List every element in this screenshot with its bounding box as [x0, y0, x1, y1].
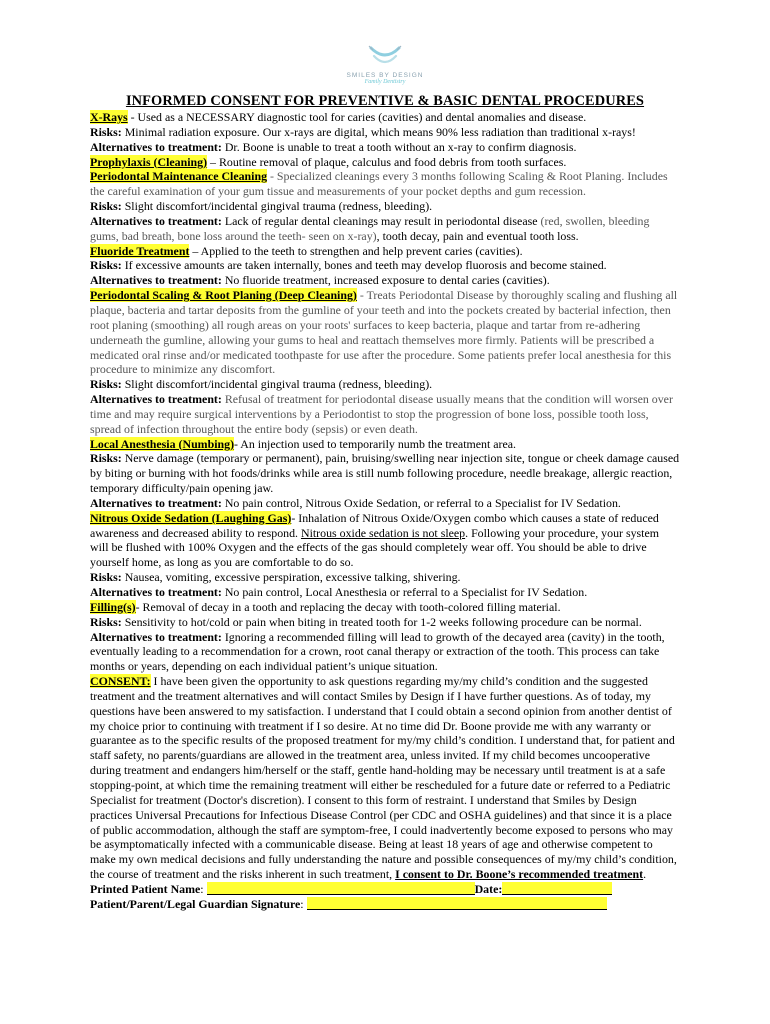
risks-label: Risks: — [90, 199, 122, 214]
fillings-section — [90, 600, 680, 615]
consent-heading: CONSENT: — [90, 674, 151, 689]
perio-maint-risks — [90, 199, 680, 214]
perio-maint-section — [90, 169, 680, 199]
smile-logo-icon — [365, 44, 405, 70]
logo-name: SMILES BY DESIGN — [346, 72, 424, 79]
perio-maint-alt-end: , tooth decay, pain and eventual tooth loss. — [376, 228, 579, 243]
anesthesia-desc: - An injection used to temporarily numb the treatment area. — [234, 436, 517, 451]
consent-end: . — [643, 867, 647, 882]
xrays-alternatives — [90, 140, 680, 155]
signature-row — [90, 897, 680, 912]
alternatives-label: Alternatives to treatment: — [90, 273, 222, 288]
nitrous-section — [90, 511, 680, 570]
xrays-desc: - Used as a NECESSARY diagnostic tool for caries (cavities) and dental anomalies and disease. — [127, 110, 587, 124]
nitrous-risks — [90, 570, 680, 585]
prophy-heading: Prophylaxis (Cleaning) — [90, 154, 208, 169]
fluoride-risks-text: If excessive amounts are taken internally, bones and teeth may develop fluorosis and become stained. — [121, 258, 607, 273]
srp-alternatives — [90, 392, 680, 437]
srp-heading: Periodontal Scaling & Root Planing (Deep Cleaning) — [90, 288, 357, 303]
perio-maint-alt-text: Lack of regular dental cleanings may result in periodontal disease — [221, 213, 541, 228]
alternatives-label: Alternatives to treatment: — [90, 392, 222, 407]
nitrous-desc: - Inhalation of Nitrous Oxide/Oxygen combo which causes a state of reduced awareness and decreased ability to respond. — [90, 510, 659, 540]
xrays-risks-text: Minimal radiation exposure. Our x-rays are digital, which means 90% less radiation than traditional x-rays! — [121, 124, 636, 139]
alternatives-label: Alternatives to treatment: — [90, 139, 222, 154]
colon: : — [200, 881, 207, 896]
nitrous-desc-end: . Following your procedure, your system will be flushed with 100% Oxygen and the effects of the gas should completely wear off. You should be able to drive yourself home, as long as you are comfortable to do so. — [90, 525, 659, 570]
date-field[interactable] — [502, 882, 612, 895]
fluoride-section — [90, 244, 680, 259]
fillings-alt-text: Ignoring a recommended filling will lead to growth of the decayed area (cavity) in the tooth, eventually leading to a recommendation for a crown, root canal therapy or extraction of the tooth. This process can take months or years, depending on each individual patient’s unique situation. — [90, 629, 665, 674]
perio-maint-desc: - Specialized cleanings every 3 months following Scaling & Root Planing. Includes the careful examination of your gum tissue and measurements of your pocket depths and gum recession. — [90, 169, 668, 199]
risks-label: Risks: — [90, 258, 122, 273]
consent-statement: I consent to Dr. Boone’s recommended treatment — [395, 867, 644, 882]
xrays-alt-text: Dr. Boone is unable to treat a tooth without an x-ray to confirm diagnosis. — [221, 139, 577, 154]
alternatives-label: Alternatives to treatment: — [90, 585, 222, 599]
fillings-desc: - Removal of decay in a tooth and replacing the decay with tooth-colored filling material. — [135, 599, 561, 614]
srp-risks-text: Slight discomfort/incidental gingival trauma (redness, bleeding). — [121, 377, 433, 392]
risks-label: Risks: — [90, 570, 122, 585]
srp-alt-text: Refusal of treatment for periodontal disease usually means that the condition will worsen over time and may require surgical interventions by a Periodontist to stop the progression of bone loss, possible tooth loss, spread of infection throughout the entire body (sepsis) or even death. — [90, 392, 673, 436]
fluoride-desc: – Applied to the teeth to strengthen and help prevent caries (cavities). — [189, 243, 523, 258]
nitrous-heading: Nitrous Oxide Sedation (Laughing Gas) — [90, 510, 292, 525]
consent-section — [90, 674, 680, 882]
risks-label: Risks: — [90, 451, 122, 466]
risks-label: Risks: — [90, 124, 122, 139]
anesthesia-section — [90, 437, 680, 452]
alternatives-label: Alternatives to treatment: — [90, 495, 222, 510]
patient-name-label: Printed Patient Name — [90, 881, 201, 896]
fluoride-heading: Fluoride Treatment — [90, 243, 190, 258]
patient-name-field[interactable] — [207, 882, 475, 895]
signature-label: Patient/Parent/Legal Guardian Signature — [90, 896, 301, 911]
signature-field[interactable] — [307, 897, 607, 910]
alternatives-label: Alternatives to treatment: — [90, 629, 222, 644]
fluoride-alternatives — [90, 273, 680, 288]
srp-section — [90, 288, 680, 377]
xrays-risks — [90, 125, 680, 140]
patient-name-row — [90, 882, 680, 897]
perio-maint-heading: Periodontal Maintenance Cleaning — [90, 169, 268, 184]
risks-label: Risks: — [90, 377, 122, 392]
alternatives-label: Alternatives to treatment: — [90, 213, 222, 228]
fillings-risks-text: Sensitivity to hot/cold or pain when biting in treated tooth for 1-2 weeks following procedure can be normal. — [121, 614, 642, 629]
document-body — [90, 110, 680, 912]
fillings-alternatives — [90, 630, 680, 675]
srp-desc: - Treats Periodontal Disease by thoroughly scaling and flushing all plaque, bacteria and tartar deposits from the gumline of your teeth and into the pockets created by bacterial infection, then root planing (smoothing) all rough areas on your roots' surfaces to keep bacteria, plaque and tartar from re-adhering underneath the gumline, allowing your gums to heal and reattach themselves more firmly. Patients will be prescribed a medicated oral rinse and/or medicated toothpaste for use after the procedure. Some patients prefer local anesthesia for this procedure to minimize any discomfort. — [90, 288, 678, 377]
perio-maint-alt-grey: (red, swollen, bleeding gums, bad breath, bone loss around the teeth- seen on x-ray) — [90, 213, 650, 243]
consent-body: I have been given the opportunity to ask questions regarding my/my child’s condition and the suggested treatment and the treatment alternatives and will contact Smiles by Design if I have further questions. As of today, my questions have been answered to my satisfaction. I understand that I could obtain a second opinion from another dentist of my choice prior to continuing with treatment if I so desire. At no time did Dr. Boone provide me with any warranty or guarantee as to the specific results of the proposed treatment for my/my child’s condition. I understand that, for patient and staff safety, no parents/guardians are allowed in the treatment area, unless invited. If my child becomes uncooperative during treatment and endangers him/herself or the staff, gentle hand-holding may be necessary until treatment is at a safe stopping-point, at which time the remaining treatment will either be rescheduled for a future date or referred to a Pediatric Specialist for treatment (Doctor's discretion). I consent to this form of restraint. I understand that Smiles by Design practices Universal Precautions for Infectious Disease Control (per CDC and OSHA guidelines) and that since it is a place of public accommodation, although the staff are symptom-free, I could inadvertently become exposed to persons who may be asymptomatically infected with a communicable disease. Being at least 18 years of age and otherwise competent to make my own medical decisions and fully understanding the nature and possible consequences of my/my child’s condition, the course of treatment and the risks inherent in such treatment, — [90, 674, 677, 882]
prophy-section — [90, 155, 680, 170]
nitrous-not-sleep: Nitrous oxide sedation is not sleep — [300, 525, 466, 540]
nitrous-risks-text: Nausea, vomiting, excessive perspiration, excessive talking, shivering. — [121, 570, 461, 585]
anesthesia-risks — [90, 451, 680, 496]
colon: : — [300, 896, 307, 911]
anesthesia-alt-text: No pain control, Nitrous Oxide Sedation, or referral to a Specialist for IV Sedation. — [221, 495, 621, 510]
fillings-risks — [90, 615, 680, 630]
fillings-heading: Filling(s) — [90, 599, 136, 614]
anesthesia-alternatives — [90, 496, 680, 511]
fluoride-alt-text: No fluoride treatment, increased exposure to dental caries (cavities). — [221, 273, 550, 288]
xrays-section — [90, 110, 680, 125]
srp-risks — [90, 377, 680, 392]
logo-subtitle: Family Dentistry — [364, 79, 406, 85]
nitrous-alt-text: No pain control, Local Anesthesia or referral to a Specialist for IV Sedation. — [221, 585, 588, 599]
fluoride-risks — [90, 258, 680, 273]
anesthesia-risks-text: Nerve damage (temporary or permanent), pain, bruising/swelling near injection site, tongue or cheek damage caused by biting or burning with hot foods/drinks while area is still numb following procedure, needle breakage, allergic reaction, temporary difficulty/pain opening jaw. — [90, 451, 680, 496]
document-title: INFORMED CONSENT FOR PREVENTIVE & BASIC DENTAL PROCEDURES — [125, 93, 645, 109]
risks-label: Risks: — [90, 614, 122, 629]
xrays-heading: X-Rays — [90, 110, 128, 124]
prophy-desc: – Routine removal of plaque, calculus and food debris from tooth surfaces. — [207, 154, 567, 169]
date-label: Date: — [474, 881, 503, 896]
anesthesia-heading: Local Anesthesia (Numbing) — [90, 436, 235, 451]
nitrous-alternatives — [90, 585, 680, 600]
perio-maint-alternatives — [90, 214, 680, 244]
perio-maint-risks-text: Slight discomfort/incidental gingival trauma (redness, bleeding). — [121, 199, 433, 214]
